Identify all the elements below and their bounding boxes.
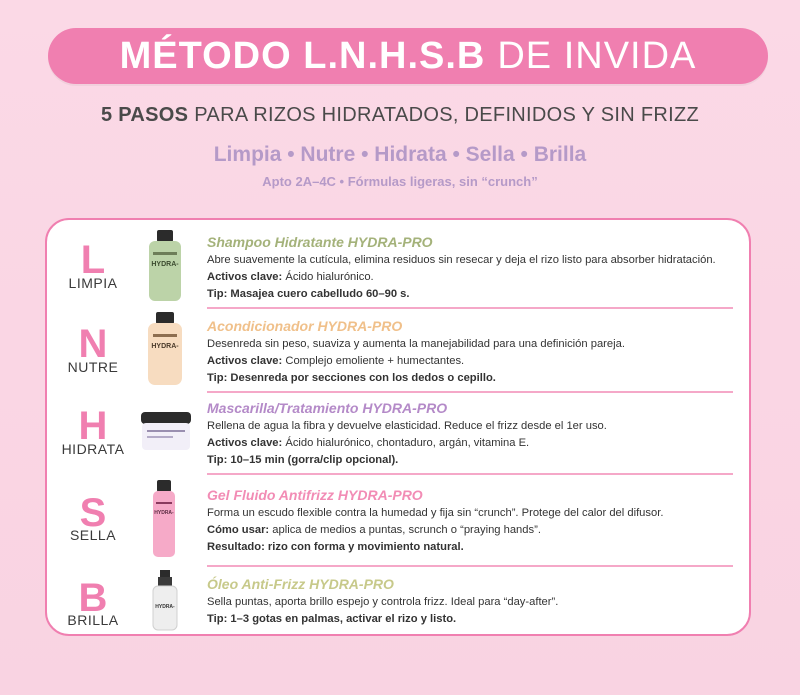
step-word-sella: SELLA [69,527,117,543]
step-word-limpia: LIMPIA [68,275,118,291]
product-title-mask: Mascarilla/Tratamiento HYDRA-PRO [207,400,448,416]
title-light: DE INVIDA [497,34,697,77]
steps-card [45,218,751,636]
product-desc-mask: Rellena de agua la fibra y devuelve elasticidad. Reduce el frizz desde el 1er uso. [207,420,607,432]
product-result-gel: Resultado: rizo con forma y movimiento natural. [207,541,464,553]
product-actives-shampoo: Activos clave: Ácido hialurónico. [207,271,374,283]
product-desc-oil: Sella puntas, aporta brillo espejo y controla frizz. Ideal para “day-after”. [207,596,559,608]
step-word-hidrata: HIDRATA [61,441,125,457]
product-title-conditioner: Acondicionador HYDRA-PRO [207,318,403,334]
subtitle-bold: 5 PASOS [100,104,189,126]
row-divider [207,473,733,475]
product-actives-mask: Activos clave: Ácido hialurónico, chontaduro, argán, vitamina E. [207,437,530,449]
product-title-gel: Gel Fluido Antifrizz HYDRA-PRO [207,487,423,503]
product-tip-mask: Tip: 10–15 min (gorra/clip opcional). [207,454,399,466]
product-desc-shampoo: Abre suavemente la cutícula, elimina residuos sin resecar y deja el rizo listo para absorber hidratación. [207,254,716,266]
product-tip-conditioner: Tip: Desenreda por secciones con los dedos o cepillo. [207,372,496,384]
title-banner [48,28,768,84]
product-tip-oil: Tip: 1–3 gotas en palmas, activar el rizo y listo. [207,613,457,625]
svg-text:HYDRA-: HYDRA- [155,604,175,610]
step-word-brilla: BRILLA [67,612,119,628]
subtitle [0,104,800,127]
step-letter-n: N [78,322,108,366]
product-title-shampoo: Shampoo Hidratante HYDRA-PRO [207,234,433,250]
product-actives-conditioner: Activos clave: Complejo emoliente + humectantes. [207,355,465,367]
row-divider [207,307,733,309]
conditioner-bottle-icon [145,312,185,386]
product-title-oil: Óleo Anti-Frizz HYDRA-PRO [207,576,394,592]
product-tip-shampoo: Tip: Masajea cuero cabelludo 60–90 s. [207,288,410,300]
product-desc-conditioner: Desenreda sin peso, suaviza y aumenta la manejabilidad para una definición pareja. [207,338,625,350]
title-bold: MÉTODO L.N.H.S.B [119,34,486,77]
apto-line: Apto 2A–4C • Fórmulas ligeras, sin “crunch” [262,174,538,189]
product-desc-gel: Forma un escudo flexible contra la humedad y fija sin “crunch”. Protege del calor del difusor. [207,507,664,519]
row-divider [207,391,733,393]
svg-text:HYDRA-: HYDRA- [154,510,174,516]
steps-line: Limpia • Nutre • Hidrata • Sella • Brilla [213,143,587,166]
mask-jar-icon [139,410,193,452]
step-letter-s: S [79,491,107,535]
svg-text:HYDRA-: HYDRA- [151,261,179,268]
oil-spray-icon [151,570,179,632]
row-divider [207,565,733,567]
step-letter-b: B [78,576,108,620]
shampoo-bottle-icon [145,230,185,302]
step-letter-h: H [78,404,108,448]
step-letter-l: L [80,238,106,282]
step-word-nutre: NUTRE [67,359,119,375]
product-howto-gel: Cómo usar: aplica de medios a puntas, scrunch o “praying hands”. [207,524,541,536]
svg-text:HYDRA-: HYDRA- [151,343,179,350]
gel-bottle-icon [151,480,177,558]
subtitle-rest: PARA RIZOS HIDRATADOS, DEFINIDOS Y SIN FRIZZ [194,104,700,126]
